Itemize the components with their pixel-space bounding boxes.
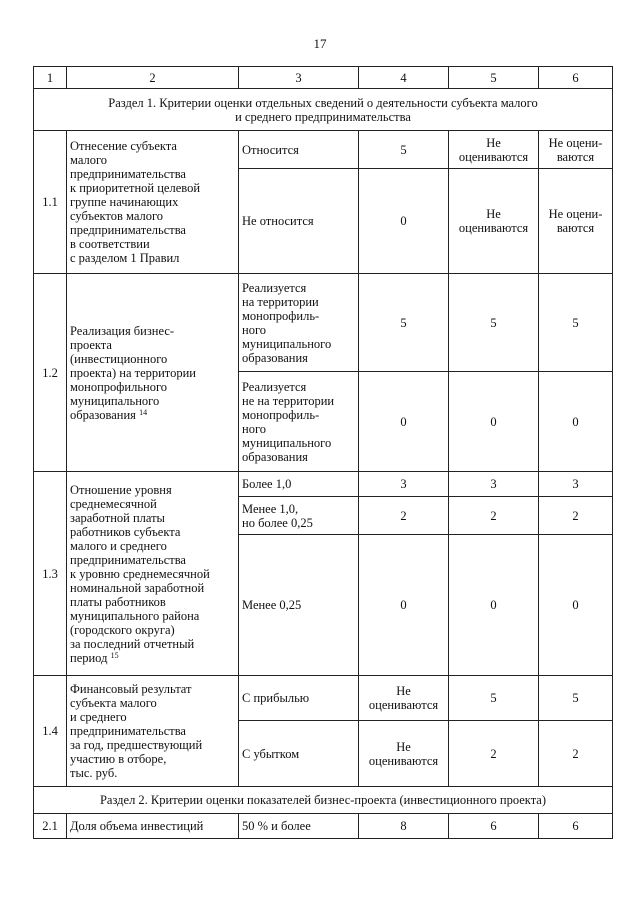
- row-1-3-number: 1.3: [34, 472, 67, 676]
- section-1-title: Раздел 1. Критерии оценки отдельных сведений о деятельности субъекта малого и среднего предпринимательства: [34, 89, 613, 131]
- row-1-4-b-col4: Не оцениваются: [359, 721, 449, 787]
- row-1-2-a-col6: 5: [539, 274, 613, 372]
- row-1-3-c-col5: 0: [449, 535, 539, 676]
- row-2-1-value: 50 % и более: [239, 814, 359, 839]
- row-1-2-a-value: Реализуется на территории монопрофиль- ного муниципального образования: [239, 274, 359, 372]
- header-cell-5: 5: [449, 67, 539, 89]
- row-1-1-criterion: Отнесение субъекта малого предпринимательства к приоритетной целевой группе начинающих субъектов малого предпринимательства в соответствии с разделом 1 Правил: [67, 131, 239, 274]
- page-number: 17: [313, 36, 327, 51]
- row-1-1-a-value: Относится: [239, 131, 359, 169]
- row-1-3-b-col4: 2: [359, 497, 449, 535]
- row-1-4-b-col5: 2: [449, 721, 539, 787]
- row-1-3-a-col4: 3: [359, 472, 449, 497]
- row-1-3-criterion: Отношение уровня среднемесячной заработной платы работников субъекта малого и среднего предпринимательства к уровню среднемесячной номинальной заработной платы работников муниципального района (городского округа) за последний отчетный период: [70, 482, 210, 665]
- section-2-row: [34, 787, 613, 814]
- row-1-1-b-col6: Не оцени- ваются: [539, 169, 613, 274]
- row-1-4-number: 1.4: [34, 676, 67, 787]
- row-1-3-a-col5: 3: [449, 472, 539, 497]
- row-1-2-b-value: Реализуется не на территории монопрофиль- ного муниципального образования: [239, 372, 359, 472]
- row-1-3-a-value: Более 1,0: [239, 472, 359, 497]
- row-1-3-criterion-cell: [67, 472, 239, 676]
- row-1-2-b-col4: 0: [359, 372, 449, 472]
- section-2-title: Раздел 2. Критерии оценки показателей бизнес-проекта (инвестиционного проекта): [34, 787, 613, 814]
- row-2-1-col6: 6: [539, 814, 613, 839]
- row-1-4-a-value: С прибылью: [239, 676, 359, 721]
- row-1-1-b-col5: Не оцениваются: [449, 169, 539, 274]
- row-1-2-b-col5: 0: [449, 372, 539, 472]
- row-1-4-a-col5: 5: [449, 676, 539, 721]
- row-1-3-c-col4: 0: [359, 535, 449, 676]
- header-cell-1: 1: [34, 67, 67, 89]
- header-cell-3: 3: [239, 67, 359, 89]
- row-1-4-a-col6: 5: [539, 676, 613, 721]
- header-row: [34, 67, 613, 89]
- row-1-2-number: 1.2: [34, 274, 67, 472]
- row-1-1-a-col6: Не оцени- ваются: [539, 131, 613, 169]
- row-1-3-c-value: Менее 0,25: [239, 535, 359, 676]
- row-1-2-criterion: Реализация бизнес- проекта (инвестиционного проекта) на территории монопрофильного муниципального образования: [70, 323, 196, 422]
- footnote-14: 14: [139, 407, 148, 417]
- row-1-4-criterion: Финансовый результат субъекта малого и среднего предпринимательства за год, предшествующий участию в отборе, тыс. руб.: [67, 676, 239, 787]
- row-2-1: [34, 814, 613, 839]
- row-1-1-b-col4: 0: [359, 169, 449, 274]
- row-1-2-a-col4: 5: [359, 274, 449, 372]
- row-2-1-number: 2.1: [34, 814, 67, 839]
- row-1-2-a-col5: 5: [449, 274, 539, 372]
- row-1-2-a: [34, 274, 613, 372]
- row-2-1-col5: 6: [449, 814, 539, 839]
- row-2-1-col4: 8: [359, 814, 449, 839]
- criteria-table: [33, 66, 613, 839]
- header-cell-6: 6: [539, 67, 613, 89]
- row-1-1-a-col4: 5: [359, 131, 449, 169]
- row-1-1-a-col5: Не оцениваются: [449, 131, 539, 169]
- row-1-2-b-col6: 0: [539, 372, 613, 472]
- row-1-1-a: [34, 131, 613, 169]
- row-1-1-b-value: Не относится: [239, 169, 359, 274]
- row-1-4-a-col4: Не оцениваются: [359, 676, 449, 721]
- row-1-3-a: [34, 472, 613, 497]
- row-1-4-b-col6: 2: [539, 721, 613, 787]
- row-1-1-number: 1.1: [34, 131, 67, 274]
- row-1-4-b-value: С убытком: [239, 721, 359, 787]
- row-1-3-b-value: Менее 1,0, но более 0,25: [239, 497, 359, 535]
- row-1-3-b-col5: 2: [449, 497, 539, 535]
- row-1-2-criterion-cell: [67, 274, 239, 472]
- row-2-1-criterion: Доля объема инвестиций: [67, 814, 239, 839]
- header-cell-4: 4: [359, 67, 449, 89]
- row-1-3-b-col6: 2: [539, 497, 613, 535]
- row-1-4-a: [34, 676, 613, 721]
- header-cell-2: 2: [67, 67, 239, 89]
- section-1-row: [34, 89, 613, 131]
- footnote-15: 15: [110, 650, 119, 660]
- row-1-3-c-col6: 0: [539, 535, 613, 676]
- row-1-3-a-col6: 3: [539, 472, 613, 497]
